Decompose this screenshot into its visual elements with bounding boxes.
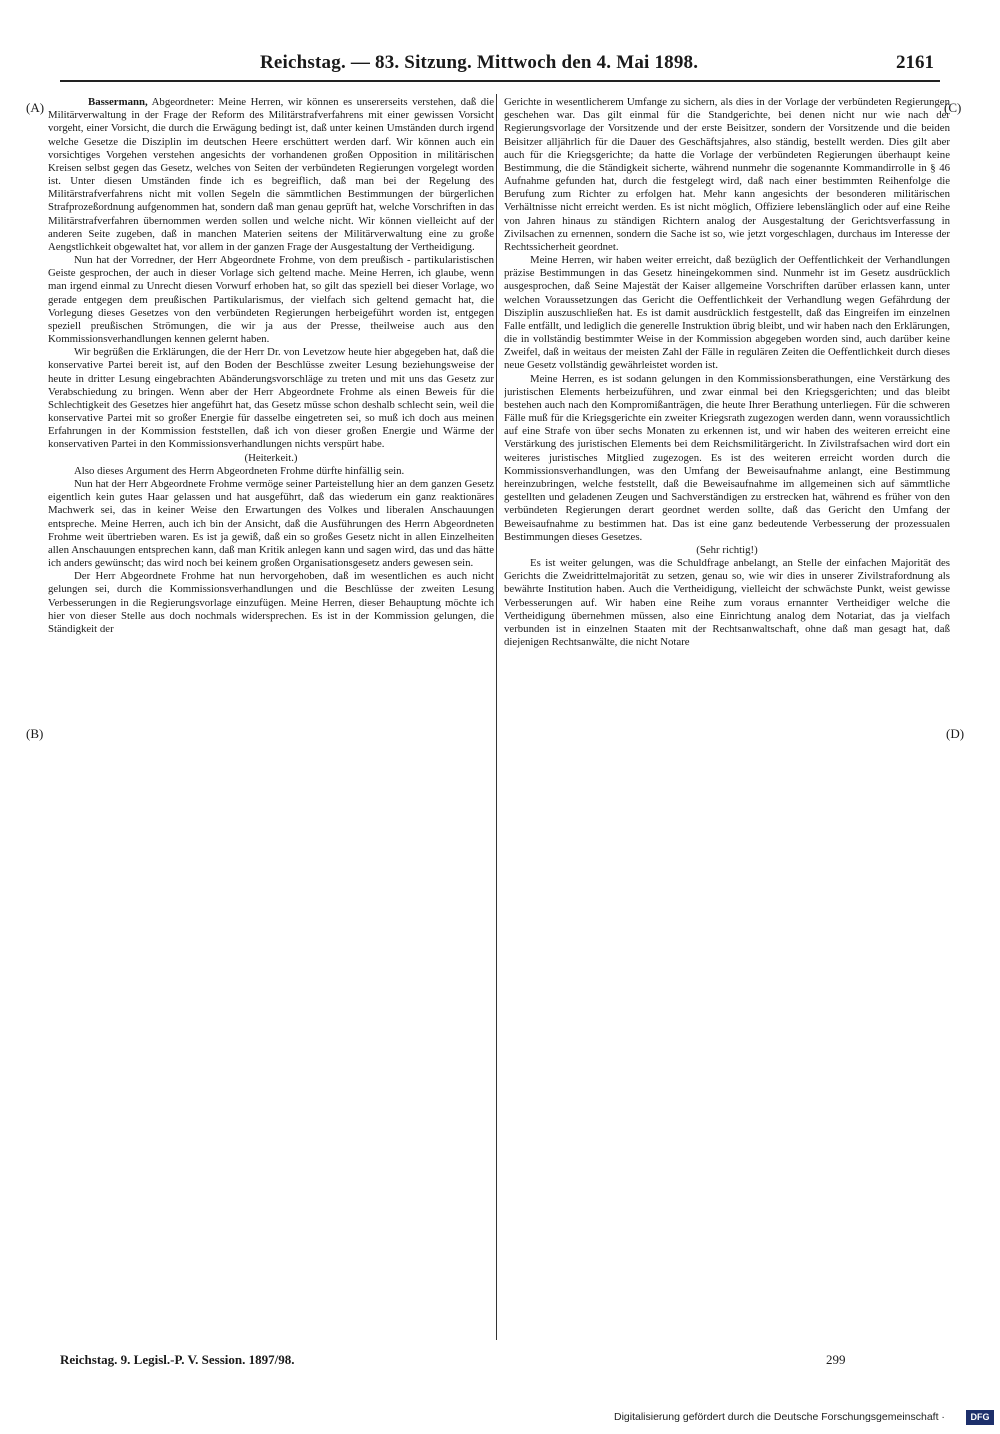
footer-session-info: Reichstag. 9. Legisl.-P. V. Session. 1897/98. bbox=[60, 1352, 295, 1367]
right-column bbox=[504, 96, 950, 1346]
dfg-logo: DFG bbox=[966, 1410, 994, 1425]
header-title: Reichstag. — 83. Sitzung. Mittwoch den 4. Mai 1898. bbox=[260, 52, 699, 73]
paragraph: Nun hat der Vorredner, der Herr Abgeordnete Frohme, von dem preußisch - partikularistischen Geiste gesprochen, der auch in dieser Vorlage sich geltend mache. Meine Herren, ich glaube, wenn man irgend einmal zu Unrecht diesen Vorwurf erhoben hat, so gilt das speziell bei dieser Vorlage, wo gerade entgegen dem preußischen Partikularismus, der vielfach sich geltend gemacht hat, die Vorlegung dieses Gesetzes von den verbündeten Regierungen herbeigeführt worden ist, entgegen speziell preußischen Strömungen, die wir ja aus der Presse, theilweise auch aus den Kommissionsverhandlungen kennen gelernt haben. bbox=[48, 254, 494, 346]
margin-label-a: (A) bbox=[26, 100, 45, 115]
left-column bbox=[48, 96, 494, 1346]
paragraph: Es ist weiter gelungen, was die Schuldfrage anbelangt, an Stelle der einfachen Majorität des Gerichts die Zweidrittelmajorität zu setzen, genau so, wie wir dies in unserer Zivilstrafordnung als bewährte Institution haben. Auch die Vertheidigung, vielleicht der schwächste Punkt, weist gewisse Verbesserungen auf. Wir haben eine Reihe zum voraus ernannter Vertheidiger welche die Vertheidigung übernehmen müssen, also eine Einrichtung analog dem Notariat, das ja vielfach verbunden ist in einzelnen Staaten mit der Rechtsanwaltschaft, ohne daß man gesagt hat, daß diejenigen Rechtsanwälte, die nicht Notare bbox=[504, 557, 950, 649]
paragraph: Der Herr Abgeordnete Frohme hat nun hervorgehoben, daß im wesentlichen es auch nicht gelungen sei, durch die Kommissionsverhandlungen und die Beschlüsse der zweiten Lesung Verbesserungen in die Regierungsvorlage einzufügen. Meine Herren, dieser Behauptung möchte ich hier von dieser Stelle aus doch nochmals widersprechen. Es ist in der Kommission gelungen, die Ständigkeit der bbox=[48, 570, 494, 635]
page-header bbox=[60, 50, 940, 82]
paragraph: Wir begrüßen die Erklärungen, die der Herr Dr. von Levetzow heute hier abgegeben hat, daß die konservative Partei bereit ist, auf den Boden der Beschlüsse zweiter Lesung beziehungsweise der heute in dritter Lesung eingebrachten Abänderungsvorschläge zu treten und mit uns das Gesetz zur Verabschiedung zu bringen. Wenn aber der Herr Abgeordnete Frohme als einen Beweis für die Schlechtigkeit des Gesetzes hier angeführt hat, das Gesetz müsse schon deshalb schlecht sein, weil die konservative Partei mit so großer Energie für dasselbe eingetreten sei, so muß ich doch aus meinen Erfahrungen in der Kommission feststellen, daß ich von dieser großen Energie und Wärme der konservativen Partei in den Kommissionsverhandlungen nichts verspürt habe. bbox=[48, 346, 494, 451]
margin-label-b: (B) bbox=[26, 726, 44, 741]
paragraph: Also dieses Argument des Herrn Abgeordneten Frohme dürfte hinfällig sein. bbox=[74, 464, 405, 477]
interjection: (Heiterkeit.) bbox=[244, 451, 298, 464]
interjection: (Sehr richtig!) bbox=[696, 543, 758, 556]
paragraph bbox=[48, 96, 494, 254]
paragraph: Meine Herren, es ist sodann gelungen in den Kommissionsberathungen, eine Verstärkung des juristischen Elements herbeizuführen, und zwar einmal bei den Kriegsgerichten; und das bleibt bestehen auch nach den Kompromißanträgen, die heute Ihrer Berathung unterliegen. Für die schweren Fälle muß für die Kriegsgerichte ein zweiter Kriegsrath zugezogen werden dann, wenn voraussichtlich auf eine Strafe von über sechs Monaten zu erkennen ist, und wir haben des weiteren erreicht eine Verstärkung des juristischen Elements bei dem Reichsmilitärgericht. In Zivilstrafsachen wird dort ein weiteres juristisches Mitglied zugezogen. Es ist des weiteren erreicht worden durch die Kommissionsverhandlungen, was den Umfang der Beweisaufnahme anlangt, eine Bestimmung hereinzubringen, welche feststellt, daß die Beweisaufnahme im allgemeinen sich auf sämmtliche gestellten und geladenen Zeugen und Sachverständigen zu erstrecken hat, während es früher von den verbündeten Regierungen derart geordnet werden sollte, daß das Gericht den Umfang der Beweisaufnahme zu bestimmen hat. Das ist eine ganz bedeutende Verbesserung der prozessualen Bestimmungen dieses Gesetzes. bbox=[504, 372, 950, 543]
header-page-number: 2161 bbox=[896, 52, 934, 73]
paragraph-text: Abgeordneter: Meine Herren, wir können es unsererseits verstehen, daß die Militärverwaltung in der Frage der Reform des Militärstrafverfahrens mit einer gewissen Vorsicht vorgeht, einer Vorsicht, die durch die Erwägung bedingt ist, daß unter keinen Umständen durch irgend welche Gesetze die Disziplin im deutschen Heere erschüttert werden darf. Wir können auch ein vorsichtiges Vorgehen verstehen angesichts der vorhandenen großen Opposition in militärischen Kreisen selbst gegen das Gesetz, welches von Seiten der verbündeten Regierungen vorgelegt worden ist. Unter diesen Umständen finde ich es begreiflich, daß man bei der Regelung des Militärstrafverfahrens nicht mit vollen Segeln die sämmtlichen Bestimmungen der bürgerlichen Strafprozeßordnung aufgenommen hat, sondern daß man genau geprüft hat, welche Vorschriften in das Militärstrafverfahren übernommen werden sollen und welche nicht. Wir können vielleicht auf der anderen Seite zugeben, daß in manchen Materien seitens der Militärverwaltung eine zu große Aengstlichkeit obgewaltet hat, vor allem in der ganzen Frage der Ausgestaltung der Vertheidigung. bbox=[48, 96, 494, 253]
footer-sheet-number: 299 bbox=[826, 1352, 846, 1367]
paragraph: Nun hat der Herr Abgeordnete Frohme vermöge seiner Parteistellung hier an dem ganzen Gesetz eigentlich kein gutes Haar gelassen und hat ausgeführt, daß das wiederum ein ganz reaktionäres Machwerk sei, das in keiner Weise den Erwartungen des Volkes und liberalen Anschauungen entspreche. Meine Herren, auch ich bin der Ansicht, daß die Ausführungen des Herrn Abgeordneten Frohme weit übertrieben waren. Es ist ja gewiß, daß ein so großes Gesetz nicht in allen Einzelheiten allen Anschauungen entsprechen kann, daß man Kritik anlegen kann und sagen wird, das und das hätte ich anders gewünscht; das wird noch bei keinem großen Organisationsgesetz anders gewesen sein. bbox=[48, 477, 494, 570]
paragraph: Gerichte in wesentlicherem Umfange zu sichern, als dies in der Vorlage der verbündeten Regierungen geschehen war. Das gilt einmal für die Standgerichte, bei denen nicht nur wie nach der Regierungsvorlage der Vorsitzende und der erste Beisitzer, sondern der Vorsitzende und die beiden Beisitzer alljährlich für die Dauer des Geschäftsjahres, also ständig, bestellt werden. Dies gilt aber auch für die Kriegsgerichte; da hatte die Vorlage der verbündeten Regierungen überhaupt keine Bestimmung, die die Ständigkeit sicherte, während nunmehr die sogenannte Kommandirrolle in § 46 Aufnahme gefunden hat, durch die festgelegt wird, daß nach einer bestimmten Reihenfolge die Berufung zum Richter zu erfolgen hat. Mehr kann angesichts der besonderen militärischen Verhältnisse nicht erreicht werden. Es ist nicht möglich, Offiziere lebenslänglich oder auf eine Reihe von Jahren hinaus zu ständigen Richtern analog der Ausgestaltung der Gerichtsverfassung in Zivilsachen zu ernennen, sondern die Sache ist so, wie jetzt vorgeschlagen, durchaus im Interesse der Rechtssicherheit geordnet. bbox=[504, 96, 950, 253]
column-divider bbox=[496, 94, 497, 1340]
digitization-credit: Digitalisierung gefördert durch die Deutsche Forschungsgemeinschaft · bbox=[614, 1411, 945, 1423]
speaker-name: Bassermann, bbox=[88, 96, 148, 108]
margin-label-c: (C) bbox=[944, 100, 962, 115]
margin-label-d: (D) bbox=[946, 726, 965, 741]
paragraph: Meine Herren, wir haben weiter erreicht, daß bezüglich der Oeffentlichkeit der Verhandlungen präzise Bestimmungen in das Gesetz hineingekommen sind. Nunmehr ist im Gesetz ausdrücklich ausgesprochen, daß Seine Majestät der Kaiser allgemeine Vorschriften darüber erlassen kann, unter welchen Voraussetzungen das Gericht die Oeffentlichkeit der Verhandlung wegen Gefährdung der Disziplin auszuschließen hat. Es ist damit ausdrücklich festgestellt, daß das Eingreifen im einzelnen Falle entfällt, und lediglich die generelle Instruktion übrig bleibt, und wir haben nach den Erklärungen, die in vollständig bestimmter Weise in der Kommission abgegeben worden sind, auch darüber keine Zweifel, daß in weitaus der meisten Zahl der Fälle in regulären Zeiten die Oeffentlichkeit durch dieses neue Gesetz vollständig gewährleistet worden ist. bbox=[504, 254, 950, 372]
